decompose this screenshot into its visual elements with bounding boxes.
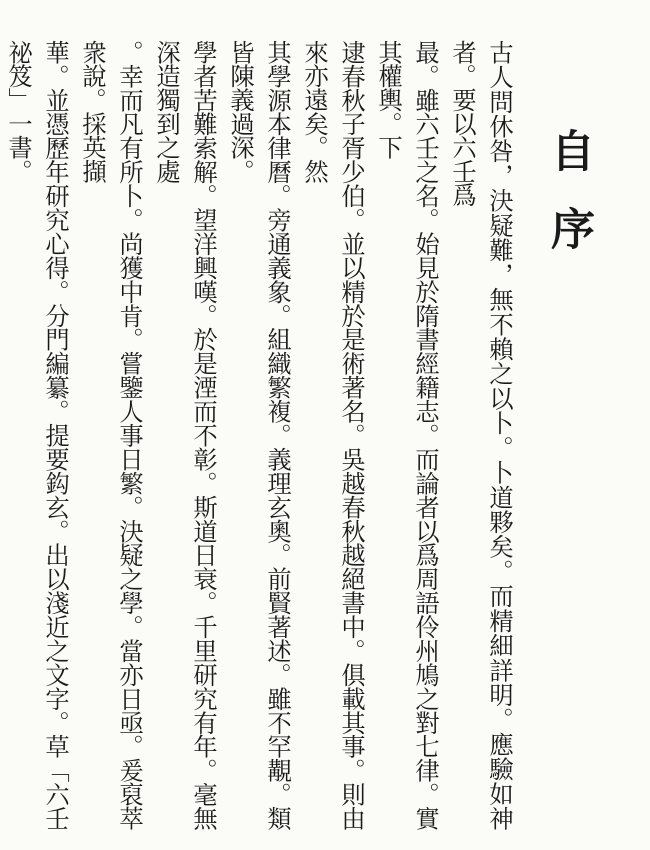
text-column: 最。雖六壬之名。始見於隋書經籍志。而論者以爲周語伶州鳩之對七律。實其權輿。下: [374, 40, 440, 830]
text-column: 古人問休咎，決疑難，無不賴之以卜。卜道夥矣。而精細詳明。應驗如神者。要以六壬爲: [448, 40, 514, 830]
text-column: 學者苦難索解。望洋興嘆。於是湮而不彰。斯道日衰。千里研究有年。毫無深造獨到之處: [152, 40, 218, 830]
text-column: 華。並憑歷年研究心得。分門編纂。提要鈎玄。出以淺近之文字。草「六壬祕笈」一書。: [4, 40, 70, 830]
preface-title: 自序: [543, 128, 594, 284]
preface-body: [4, 40, 518, 830]
text-column: 。幸而凡有所卜。尚獲中肯。嘗鑒人事日繁。決疑之學。當亦日亟。爰裒萃衆說。採英擷: [78, 40, 144, 830]
text-column: 逮春秋子胥少伯。並以精於是術著名。吳越春秋越絕書中。俱載其事。則由來亦遠矣。然: [300, 40, 366, 830]
text-column: 其學源本律曆。旁通義象。組織繁複。義理玄奧。前賢著述。雖不罕覯。類皆陳義過深。: [226, 40, 292, 830]
